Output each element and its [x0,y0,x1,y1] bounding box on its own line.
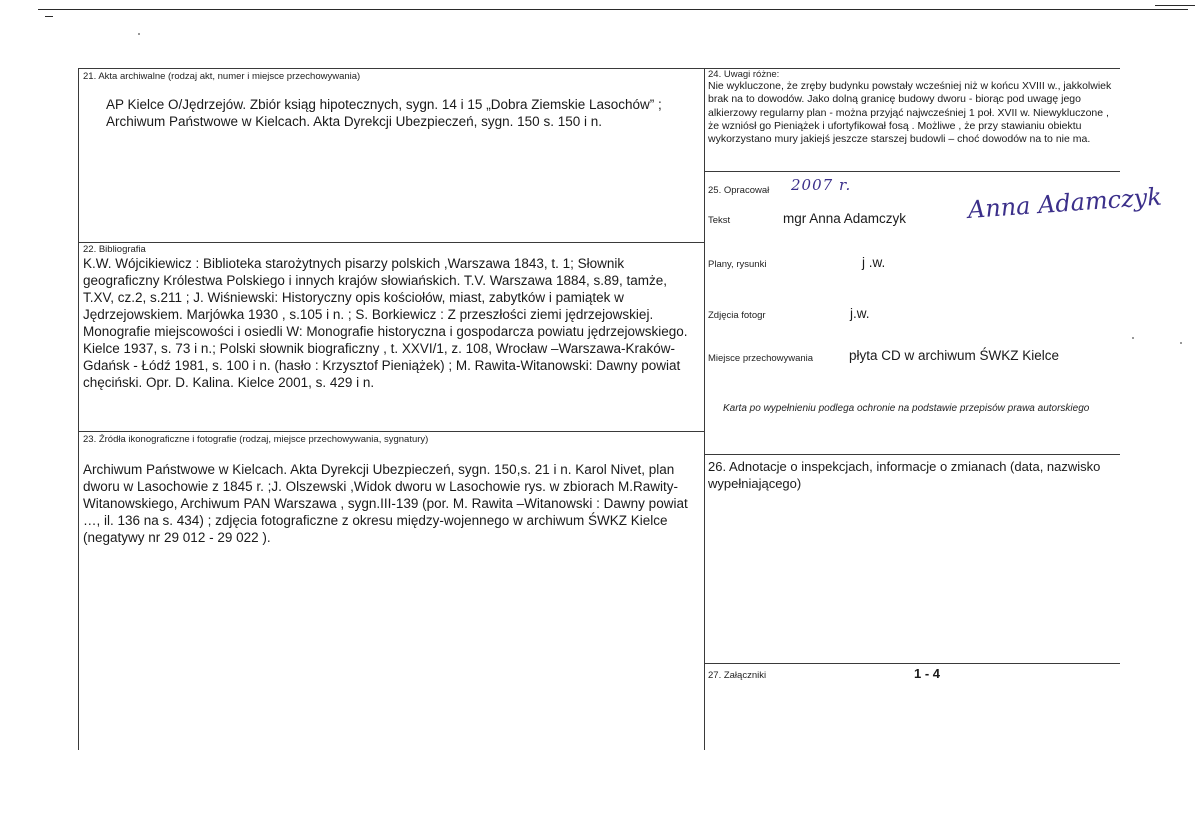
plany-label: Plany, rysunki [708,259,767,270]
miejsce-value: płyta CD w archiwum ŚWKZ Kielce [849,348,1060,363]
scan-edge-mark [1155,5,1195,6]
author-signature: Anna Adamczyk [967,182,1163,224]
miejsce-label: Miejsce przechowywania [708,353,814,364]
tekst-value: mgr Anna Adamczyk [783,211,907,226]
scan-edge-mark [45,16,53,17]
section-24-label: 24. Uwagi różne: [708,69,780,80]
divider-24-25 [704,171,1120,172]
divider-25-26 [704,454,1120,455]
divider-26-27 [704,663,1120,664]
section-21-text: AP Kielce O/Jędrzejów. Zbiór ksiąg hipotecznych, sygn. 14 i 15 „Dobra Ziemskie Lasochów” ; Archiwum Państwowe w Kielcach. Akta Dyrekcji Ubezpieczeń, sygn. 150 s. 150 i n. [106,97,662,129]
section-23-text: Archiwum Państwowe w Kielcach. Akta Dyrekcji Ubezpieczeń, sygn. 150,s. 21 i n. Karol Nivet, plan dworu w Lasochowie z 1845 r. ;J. Olszewski ,Widok dworu w Lasochowie rys. w zbiorach M.Rawity-Witanowskiego, Archiwum PAN Warszawa , sygn.III-139 (por. M. Rawita –Witanowski : Dawny powiat …, il. 136 na s. 434) ; zdjęcia fotograficzne z okresu między-wojennego w archiwum ŚWKZ Kielce (negatywy nr 29 012 - 29 022 ). [83,462,688,545]
section-27-label: 27. Załączniki [708,670,767,681]
plany-value: j .w. [862,255,886,270]
zdjecia-value: j.w. [850,306,870,321]
section-25-label: 25. Opracował [708,185,770,196]
form-top-border [78,68,1120,69]
handwritten-date: 2007 r. [791,176,852,194]
tekst-label: Tekst [708,215,731,226]
section-22-label: 22. Bibliografia [83,244,146,255]
scan-edge-line [38,9,1188,10]
section-24-text: Nie wykluczone, że zręby budynku powstały wcześniej niż w końcu XVIII w., jakkolwiek brak na to dowodów. Jako dolną granicę budowy dworu - biorąc pod uwagę jego alkierzowy regularny plan - można przyjąć najwcześniej 1 poł. XVII w. Niewykluczone , że wzniósł go Pieniążek i ufortyfikował fosą . Możliwe , że przy stawianiu obiektu wykorzystano mury jakiejś jeszcze starszej budowli – choć dowodów na to nie ma. [708,80,1112,146]
section-22-text: K.W. Wójcikiewicz : Biblioteka starożytnych pisarzy polskich ,Warszawa 1843, t. 1; Słownik geograficzny Królestwa Polskiego i innych krajów słowiańskich. T.V. Warszawa 1884, s.89, tamże, T.XV, cz.2, s.211 ; J. Wiśniewski: Historyczny opis kościołów, miast, zabytków i pamiątek w Jędrzejowskiem. Marjówka 1930 , s.105 i n. ; S. Borkiewicz : Z przeszłości ziemi jędrzejowskiej. Monografie miejscowości i osiedli W: Monografie historyczna i gospodarcza powiatu jędrzejowskiego. Kielce 1937, s. 73 i n.; Polski słownik biograficzny , t. XXVI/1, z. 108, Wrocław –Warszawa-Kraków- Gdańsk - Łódź 1981, s. 100 i n. (hasło : Krzysztof Pieniążek) ; M. Rawita-Witanowski: Dawny powiat chęciński. Opr. D. Kalina. Kielce 2001, s. 429 i n. [83,256,688,390]
section-21-label: 21. Akta archiwalne (rodzaj akt, numer i miejsce przechowywania) [83,71,361,82]
zdjecia-label: Zdjęcia fotogr [708,310,766,321]
section-23-label: 23. Źródła ikonograficzne i fotografie (rodzaj, miejsce przechowywania, sygnatury) [83,434,429,445]
scan-speck [138,33,140,35]
section-26-label: 26. Adnotacje o inspekcjach, informacje o zmianach (data, nazwisko wypełniającego) [708,459,1101,491]
scan-speck [1180,342,1182,344]
copyright-note: Karta po wypełnieniu podlega ochronie na podstawie przepisów prawa autorskiego [723,403,1090,414]
scan-speck [1132,337,1134,339]
form-left-border [78,68,79,750]
divider-21-22 [78,242,705,243]
section-27-value: 1 - 4 [914,666,941,681]
divider-22-23 [78,431,705,432]
